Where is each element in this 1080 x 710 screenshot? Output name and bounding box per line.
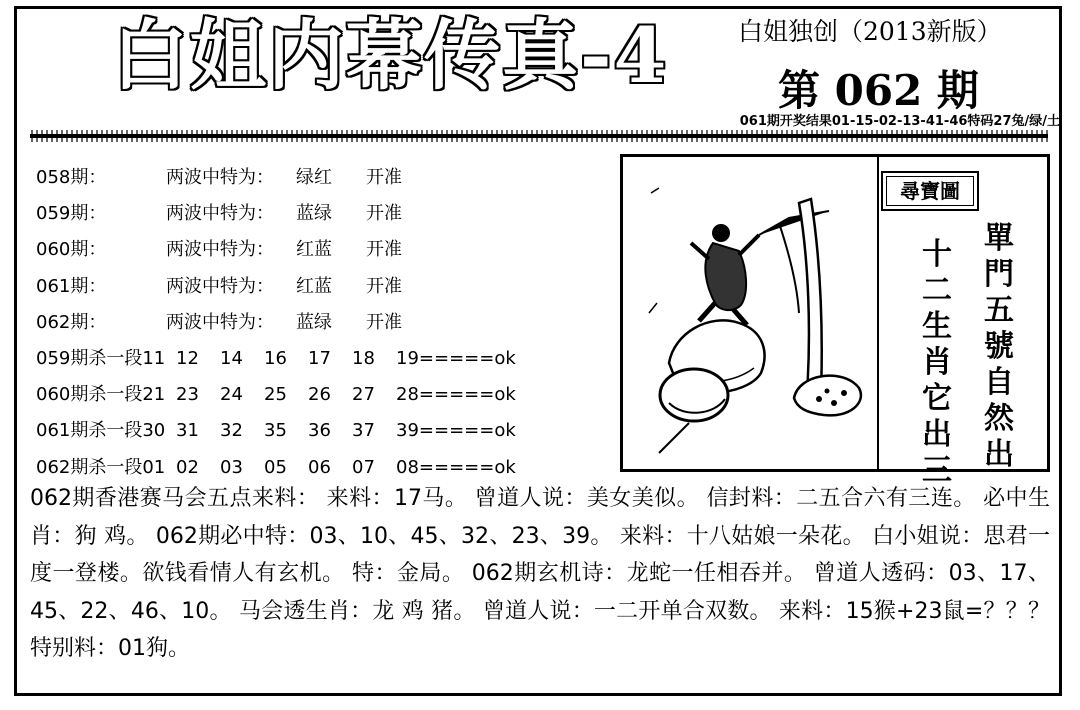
wave-text: 两波中特为： [166, 239, 274, 261]
kill-number: 24 [220, 384, 243, 406]
vertical-verse-right: 單門五號自然出 [984, 221, 1014, 472]
kill-number: 03 [220, 456, 243, 478]
kill-row [36, 377, 616, 413]
wave-colors: 绿红 [296, 167, 332, 188]
kill-number: 35 [264, 420, 287, 442]
wave-row [36, 160, 616, 196]
kill-tail: 19=====ok [396, 347, 516, 369]
wave-status: 开准 [366, 167, 402, 188]
kill-number: 32 [220, 420, 243, 442]
main-paragraph: 062期香港赛马会五点来料： 来料：17马。 曾道人说：美女美似。 信封料：二五合六有三连。 必中生肖：狗 鸡。 062期必中特：03、10、45、32、23、39。 来料：十八姑娘一朵花。 白小姐说：思君一度一登楼。欲钱看情人有玄机。 特：金局。 062期玄机诗：龙蛇一任相吞并。 曾道人透码：03、17、45、22、46、10。 马会透生肖：龙 鸡 猪。 曾道人说：一二开单合双数。 来料：15猴+23鼠=？？？ 特别料：01狗。 [30, 486, 1050, 661]
kill-number: 12 [176, 347, 199, 369]
wave-text: 两波中特为： [166, 275, 274, 297]
kill-number: 02 [176, 456, 199, 478]
kill-number: 26 [308, 384, 331, 406]
kill-number: 06 [308, 456, 331, 478]
prediction-list [36, 160, 616, 486]
issue-number: 第 062 期 [778, 66, 979, 115]
kill-head: 062期杀一段01 [36, 456, 166, 478]
wave-colors: 红蓝 [296, 275, 332, 297]
kill-number: 37 [352, 420, 375, 442]
kill-number: 25 [264, 384, 287, 406]
treasure-map-stamp: 尋寶圖 [881, 171, 979, 211]
wave-issue: 058期： [36, 167, 107, 188]
wave-issue: 061期： [36, 275, 107, 297]
wave-colors: 蓝绿 [296, 203, 332, 225]
kill-tail: 28=====ok [396, 384, 516, 406]
kill-row [36, 413, 616, 449]
panel-divider [877, 157, 879, 469]
wave-status: 开准 [366, 203, 402, 225]
wave-row [36, 269, 616, 305]
wave-row [36, 196, 616, 232]
kill-number: 31 [176, 420, 199, 442]
page-title: 白姐内幕传真-4 [112, 11, 669, 100]
kill-tail: 08=====ok [396, 456, 516, 478]
treasure-map-illustration [629, 163, 873, 463]
wave-status: 开准 [366, 239, 402, 261]
wave-colors: 蓝绿 [296, 311, 332, 333]
kill-number: 16 [264, 347, 287, 369]
kill-tail: 39=====ok [396, 420, 516, 442]
decorative-divider [30, 128, 1048, 144]
wave-text: 两波中特为： [166, 203, 274, 225]
kill-head: 060期杀一段21 [36, 384, 166, 406]
kill-head: 061期杀一段30 [36, 420, 166, 442]
wave-issue: 059期： [36, 203, 107, 225]
wave-text: 两波中特为： [166, 167, 274, 188]
wave-text: 两波中特为： [166, 311, 274, 333]
previous-result: 061期开奖结果01-15-02-13-41-46特码27兔/绿/土 [739, 114, 1060, 129]
kill-number: 36 [308, 420, 331, 442]
kill-head: 059期杀一段11 [36, 347, 166, 369]
vertical-verse-left: 十二生肖它出三 [922, 237, 952, 488]
kill-number: 07 [352, 456, 375, 478]
kill-number: 05 [264, 456, 287, 478]
wave-row [36, 232, 616, 268]
wave-colors: 红蓝 [296, 239, 332, 261]
kill-number: 23 [176, 384, 199, 406]
kill-row [36, 341, 616, 377]
wave-status: 开准 [366, 275, 402, 297]
kill-number: 17 [308, 347, 331, 369]
wave-status: 开准 [366, 311, 402, 333]
treasure-map-panel [620, 154, 1050, 488]
brand-label: 白姐独创（2013新版） [738, 17, 1002, 46]
wave-issue: 060期： [36, 239, 107, 261]
kill-number: 18 [352, 347, 375, 369]
kill-number: 14 [220, 347, 243, 369]
wave-issue: 062期： [36, 311, 107, 333]
wave-row [36, 305, 616, 341]
kill-number: 27 [352, 384, 375, 406]
